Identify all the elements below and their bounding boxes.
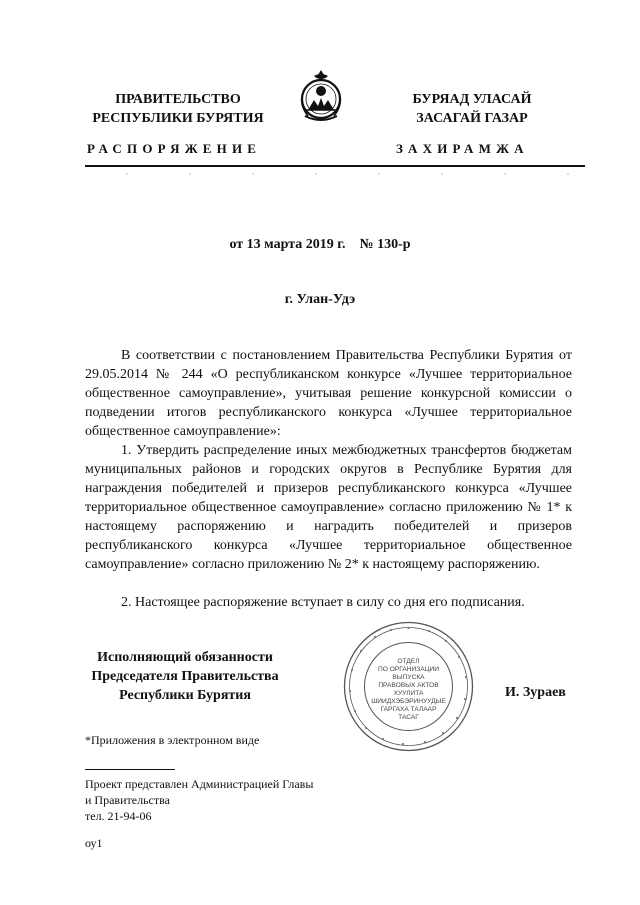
document-code: оу1: [85, 836, 103, 850]
doctype-russian: РАСПОРЯЖЕНИЕ: [87, 141, 262, 156]
stamp-line-8: ТАСАГ: [398, 714, 419, 721]
city: г. Улан-Удэ: [284, 292, 356, 307]
stamp-line-3: ВЫПУСКА: [392, 674, 425, 681]
header-left: [78, 90, 278, 128]
paragraph-preamble: В соответствии с постановлением Правительства Республики Бурятия от 29.05.2014 № 244 «О республиканском конкурсе «Лучшее территориальное общественное самоуправление», учитывая решение конкурсной комиссии о подведении итогов республиканского конкурса «Лучшее территориальное общественное самоуправление»:: [85, 348, 572, 439]
republic-emblem-icon: [296, 66, 346, 128]
official-stamp: [341, 619, 476, 754]
header-right-line2: ЗАСАГАЙ ГАЗАР: [416, 111, 528, 126]
header-left-line1: ПРАВИТЕЛЬСТВО: [115, 92, 241, 107]
footer-line1: Проект представлен Администрацией Главы: [85, 777, 314, 791]
footer-line3: тел. 21-94-06: [85, 809, 152, 823]
stamp-line-2: ПО ОРГАНИЗАЦИИ: [378, 666, 439, 673]
stamp-line-7: ГАРГАХА ТАЛААР: [380, 706, 437, 713]
signatory-title: [85, 648, 285, 705]
signatory-title-line2: Председателя Правительства: [91, 669, 279, 684]
stamp-line-5: ХУУЛИТА: [393, 690, 424, 697]
footer-info: [85, 776, 313, 824]
header-right-line1: БУРЯАД УЛАСАЙ: [412, 92, 532, 107]
signatory-title-line1: Исполняющий обязанности: [97, 650, 273, 665]
stamp-line-1: ОТДЕЛ: [397, 658, 420, 665]
appendix-note: *Приложения в электронном виде: [85, 733, 260, 747]
header-left-line2: РЕСПУБЛИКИ БУРЯТИЯ: [92, 111, 264, 126]
footer-divider: [85, 769, 175, 770]
header-right: [372, 90, 572, 128]
paragraph-item-1: 1. Утвердить распределение иных межбюджетных трансфертов бюджетам муниципальных районов и городских округов в Республике Бурятия для награждения победителей и призеров республиканского конкурса «Лучшее территориальное общественное самоуправление» согласно приложению № 1* к настоящему распоряжению и наградить победителей и призеров республиканского конкурса «Лучшее территориальное общественное самоуправление» согласно приложению № 2* к настоящему распоряжению.: [85, 443, 572, 572]
footer-line2: и Правительства: [85, 793, 170, 807]
signatory-name: И. Зураев: [505, 685, 566, 700]
paragraph-item-2: 2. Настоящее распоряжение вступает в силу со дня его подписания.: [121, 595, 525, 610]
stamp-line-6: ШИИДХЭБЭРИНУУДЫЕ: [371, 698, 446, 705]
header-dotted-line: [85, 171, 585, 177]
stamp-line-4: ПРАВОВЫХ АКТОВ: [378, 682, 439, 689]
signatory-title-line3: Республики Бурятия: [119, 688, 251, 703]
header-divider: [85, 165, 585, 167]
doctype-buryat: ЗАХИРАМЖА: [396, 141, 529, 156]
date-and-number: от 13 марта 2019 г. № 130-р: [229, 237, 411, 252]
